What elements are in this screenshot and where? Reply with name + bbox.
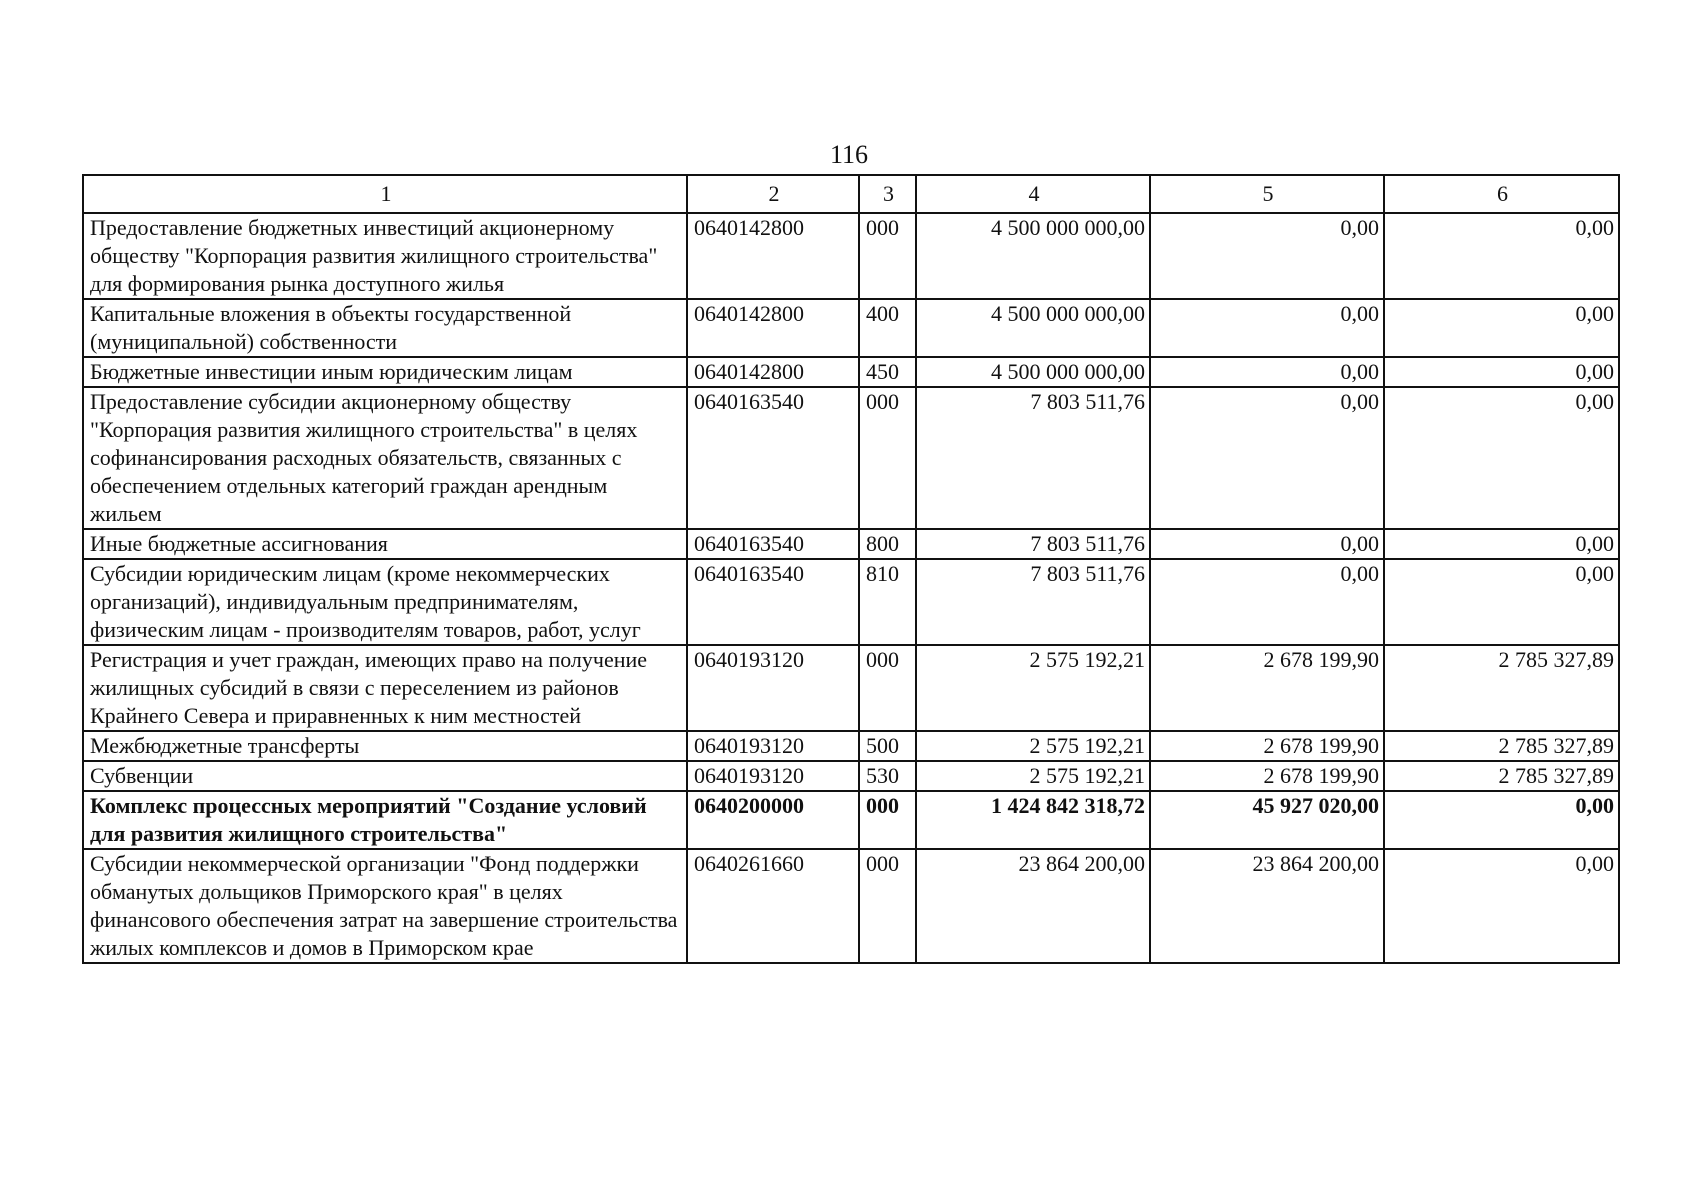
row-amount-col5: 0,00 bbox=[1150, 299, 1384, 357]
table-row bbox=[83, 645, 1619, 731]
row-expense-type: 530 bbox=[859, 761, 916, 791]
row-code: 0640163540 bbox=[687, 559, 859, 645]
row-amount-col5: 45 927 020,00 bbox=[1150, 791, 1384, 849]
row-amount-col6: 0,00 bbox=[1384, 387, 1619, 529]
table-row bbox=[83, 299, 1619, 357]
column-header-5: 5 bbox=[1150, 175, 1384, 213]
row-amount-col5: 0,00 bbox=[1150, 559, 1384, 645]
row-name: Субсидии некоммерческой организации "Фонд поддержки обманутых дольщиков Приморского края" в целях финансового обеспечения затрат на завершение строительства жилых комплексов и домов в Приморском крае bbox=[83, 849, 687, 963]
row-amount-col4: 2 575 192,21 bbox=[916, 645, 1150, 731]
row-amount-col4: 7 803 511,76 bbox=[916, 529, 1150, 559]
row-name: Бюджетные инвестиции иным юридическим лицам bbox=[83, 357, 687, 387]
row-name: Регистрация и учет граждан, имеющих право на получение жилищных субсидий в связи с переселением из районов Крайнего Севера и приравненных к ним местностей bbox=[83, 645, 687, 731]
row-name: Капитальные вложения в объекты государственной (муниципальной) собственности bbox=[83, 299, 687, 357]
row-expense-type: 500 bbox=[859, 731, 916, 761]
row-amount-col4: 1 424 842 318,72 bbox=[916, 791, 1150, 849]
column-header-1: 1 bbox=[83, 175, 687, 213]
row-amount-col4: 23 864 200,00 bbox=[916, 849, 1150, 963]
row-name: Субвенции bbox=[83, 761, 687, 791]
row-expense-type: 000 bbox=[859, 387, 916, 529]
table-row bbox=[83, 791, 1619, 849]
budget-table bbox=[82, 174, 1620, 964]
row-expense-type: 450 bbox=[859, 357, 916, 387]
row-code: 0640142800 bbox=[687, 357, 859, 387]
table-row bbox=[83, 357, 1619, 387]
row-amount-col5: 0,00 bbox=[1150, 213, 1384, 299]
table-row bbox=[83, 387, 1619, 529]
row-name: Комплекс процессных мероприятий "Создание условий для развития жилищного строительства" bbox=[83, 791, 687, 849]
row-amount-col4: 4 500 000 000,00 bbox=[916, 357, 1150, 387]
row-amount-col6: 0,00 bbox=[1384, 529, 1619, 559]
row-amount-col5: 23 864 200,00 bbox=[1150, 849, 1384, 963]
column-header-2: 2 bbox=[687, 175, 859, 213]
row-expense-type: 800 bbox=[859, 529, 916, 559]
row-code: 0640142800 bbox=[687, 213, 859, 299]
row-code: 0640163540 bbox=[687, 529, 859, 559]
row-code: 0640193120 bbox=[687, 731, 859, 761]
row-amount-col6: 0,00 bbox=[1384, 849, 1619, 963]
row-expense-type: 810 bbox=[859, 559, 916, 645]
row-amount-col5: 2 678 199,90 bbox=[1150, 731, 1384, 761]
header-row bbox=[83, 175, 1619, 213]
row-code: 0640142800 bbox=[687, 299, 859, 357]
row-name: Предоставление субсидии акционерному обществу "Корпорация развития жилищного строительства" в целях софинансирования расходных обязательств, связанных с обеспечением отдельных категорий граждан арендным жильем bbox=[83, 387, 687, 529]
column-header-6: 6 bbox=[1384, 175, 1619, 213]
row-amount-col5: 2 678 199,90 bbox=[1150, 761, 1384, 791]
table-row bbox=[83, 213, 1619, 299]
row-name: Предоставление бюджетных инвестиций акционерному обществу "Корпорация развития жилищного строительства" для формирования рынка доступного жилья bbox=[83, 213, 687, 299]
row-amount-col6: 0,00 bbox=[1384, 559, 1619, 645]
row-expense-type: 000 bbox=[859, 645, 916, 731]
row-expense-type: 000 bbox=[859, 849, 916, 963]
row-amount-col6: 0,00 bbox=[1384, 213, 1619, 299]
row-name: Межбюджетные трансферты bbox=[83, 731, 687, 761]
column-header-4: 4 bbox=[916, 175, 1150, 213]
column-header-3: 3 bbox=[859, 175, 916, 213]
row-amount-col4: 7 803 511,76 bbox=[916, 387, 1150, 529]
row-expense-type: 400 bbox=[859, 299, 916, 357]
row-amount-col6: 2 785 327,89 bbox=[1384, 645, 1619, 731]
table-row bbox=[83, 849, 1619, 963]
row-amount-col5: 0,00 bbox=[1150, 387, 1384, 529]
row-code: 0640163540 bbox=[687, 387, 859, 529]
row-name: Иные бюджетные ассигнования bbox=[83, 529, 687, 559]
row-code: 0640261660 bbox=[687, 849, 859, 963]
row-amount-col4: 4 500 000 000,00 bbox=[916, 213, 1150, 299]
row-amount-col5: 2 678 199,90 bbox=[1150, 645, 1384, 731]
row-code: 0640193120 bbox=[687, 761, 859, 791]
table-row bbox=[83, 559, 1619, 645]
row-amount-col4: 2 575 192,21 bbox=[916, 731, 1150, 761]
row-amount-col4: 7 803 511,76 bbox=[916, 559, 1150, 645]
row-code: 0640193120 bbox=[687, 645, 859, 731]
row-expense-type: 000 bbox=[859, 791, 916, 849]
table-row bbox=[83, 529, 1619, 559]
row-amount-col4: 4 500 000 000,00 bbox=[916, 299, 1150, 357]
row-amount-col6: 0,00 bbox=[1384, 791, 1619, 849]
row-name: Субсидии юридическим лицам (кроме некоммерческих организаций), индивидуальным предпринимателям, физическим лицам - производителям товаров, работ, услуг bbox=[83, 559, 687, 645]
table-row bbox=[83, 761, 1619, 791]
row-amount-col5: 0,00 bbox=[1150, 529, 1384, 559]
row-amount-col6: 0,00 bbox=[1384, 299, 1619, 357]
row-expense-type: 000 bbox=[859, 213, 916, 299]
table-row bbox=[83, 731, 1619, 761]
row-amount-col4: 2 575 192,21 bbox=[916, 761, 1150, 791]
row-amount-col5: 0,00 bbox=[1150, 357, 1384, 387]
row-amount-col6: 0,00 bbox=[1384, 357, 1619, 387]
row-code: 0640200000 bbox=[687, 791, 859, 849]
page-number: 116 bbox=[829, 140, 869, 169]
row-amount-col6: 2 785 327,89 bbox=[1384, 761, 1619, 791]
row-amount-col6: 2 785 327,89 bbox=[1384, 731, 1619, 761]
